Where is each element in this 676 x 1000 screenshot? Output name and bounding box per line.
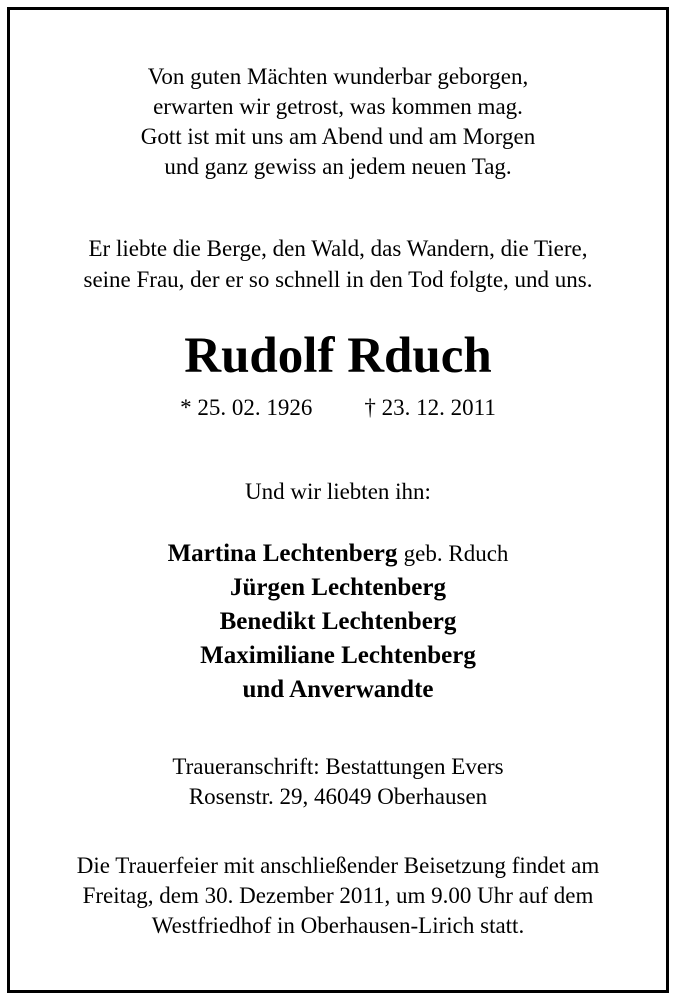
tribute-line: seine Frau, der er so schnell in den Tod folgte, und uns. (83, 267, 593, 292)
poem-verse (10, 62, 666, 182)
address-line: Rosenstr. 29, 46049 Oberhausen (188, 784, 488, 809)
tribute-line: Er liebte die Berge, den Wald, das Wandern, die Tiere, (88, 236, 588, 261)
ceremony-line: Freitag, dem 30. Dezember 2011, um 9.00 Uhr auf dem (82, 883, 594, 908)
funeral-ceremony-notice (10, 851, 666, 941)
mourner-name: Maximiliane Lechtenberg (200, 642, 476, 669)
ceremony-line: Westfriedhof in Oberhausen-Lirich statt. (151, 913, 525, 938)
poem-line: Von guten Mächten wunderbar geborgen, (147, 64, 529, 89)
mourner-line (10, 537, 666, 571)
poem-line: Gott ist mit uns am Abend und am Morgen (140, 124, 536, 149)
condolence-address (10, 752, 666, 812)
maiden-name: geb. Rduch (403, 541, 509, 566)
deceased-name: Rudolf Rduch (184, 328, 492, 384)
tribute-text (10, 233, 666, 295)
death-date: † 23. 12. 2011 (364, 395, 496, 420)
mourners-list (10, 537, 666, 707)
poem-line: und ganz gewiss an jedem neuen Tag. (164, 154, 512, 179)
ceremony-line: Die Trauerfeier mit anschließender Beisetzung findet am (76, 853, 600, 878)
mourner-name: und Anverwandte (242, 676, 434, 703)
poem-line: erwarten wir getrost, was kommen mag. (153, 94, 523, 119)
birth-date: * 25. 02. 1926 (180, 395, 313, 420)
mourner-name: Benedikt Lechtenberg (219, 608, 457, 635)
mourner-name: Jürgen Lechtenberg (230, 574, 446, 601)
life-dates (10, 393, 666, 423)
mourner-name: Martina Lechtenberg (167, 540, 398, 567)
mourners-intro: Und wir liebten ihn: (245, 479, 431, 504)
address-line: Traueranschrift: Bestattungen Evers (172, 754, 504, 779)
